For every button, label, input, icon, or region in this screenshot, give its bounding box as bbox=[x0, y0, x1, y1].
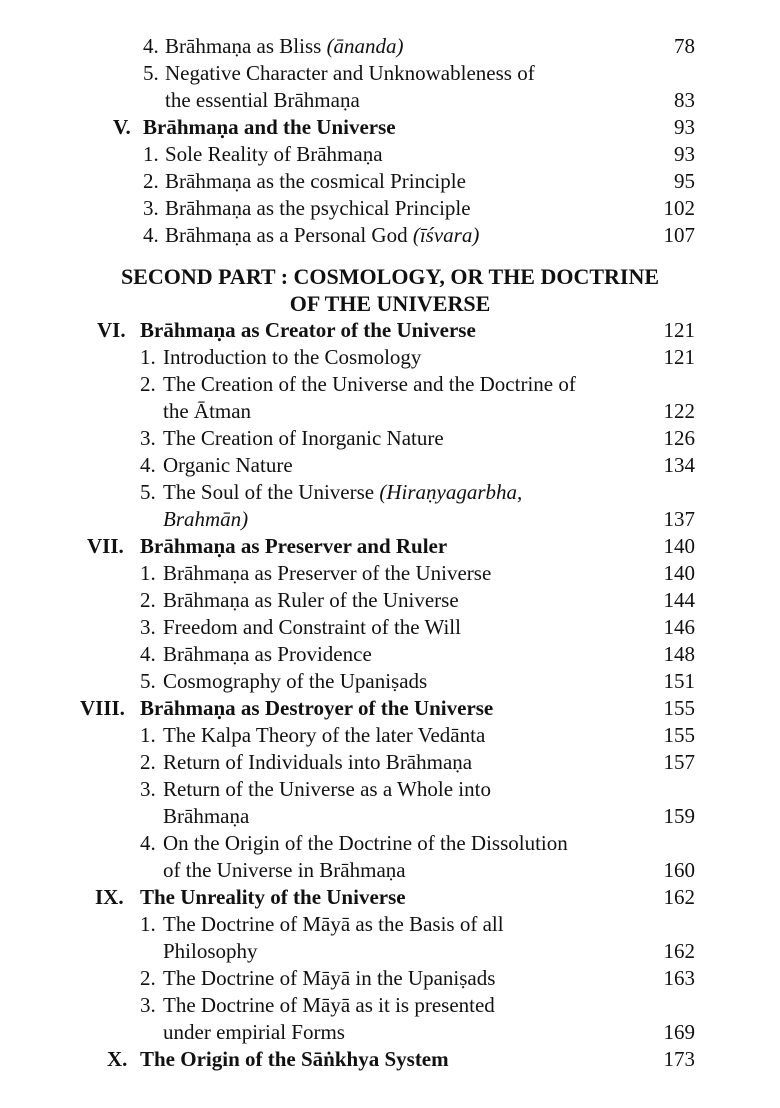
sanskrit-term: (ānanda) bbox=[326, 34, 404, 58]
entry-number: 5. bbox=[140, 480, 156, 504]
chapter-number: VIII. bbox=[80, 696, 125, 720]
entry-title: Return of the Universe as a Whole into bbox=[163, 777, 491, 801]
page-number: 102 bbox=[663, 196, 695, 220]
entry-number: 1. bbox=[140, 345, 156, 369]
entry-number: 3. bbox=[140, 993, 156, 1017]
toc-entry bbox=[0, 222, 780, 249]
chapter-number: VI. bbox=[97, 318, 126, 342]
sanskrit-term: (īśvara) bbox=[412, 223, 480, 247]
toc-entry bbox=[0, 425, 780, 452]
entry-title: Brāhmaṇa as the psychical Principle bbox=[165, 196, 471, 220]
page-number: 140 bbox=[663, 561, 695, 585]
toc-entry bbox=[0, 195, 780, 222]
entry-title: Cosmography of the Upaniṣads bbox=[163, 669, 428, 693]
entry-title: Freedom and Constraint of the Will bbox=[163, 615, 461, 639]
entry-title: Brāhmaṇa as a Personal God (īśvara) bbox=[165, 223, 480, 247]
entry-title: Brāhmaṇa bbox=[163, 804, 250, 828]
page-number: 157 bbox=[663, 750, 695, 774]
entry-title: The Creation of the Universe and the Doctrine of bbox=[163, 372, 576, 396]
entry-title: Return of Individuals into Brāhmaṇa bbox=[163, 750, 473, 774]
toc-entry bbox=[0, 33, 780, 60]
entry-number: 4. bbox=[143, 34, 159, 58]
toc-entry bbox=[0, 668, 780, 695]
entry-title: On the Origin of the Doctrine of the Dissolution bbox=[163, 831, 568, 855]
entry-title: The Doctrine of Māyā as the Basis of all bbox=[163, 912, 504, 936]
entry-title: The Doctrine of Māyā in the Upaniṣads bbox=[163, 966, 496, 990]
toc-entry-continued bbox=[0, 938, 780, 965]
page-number: 155 bbox=[663, 696, 695, 720]
page-number: 144 bbox=[663, 588, 695, 612]
toc-entry bbox=[0, 371, 780, 398]
page-number: 93 bbox=[674, 115, 695, 139]
toc-entry bbox=[0, 992, 780, 1019]
chapter-heading bbox=[0, 533, 780, 560]
entry-number: 2. bbox=[140, 750, 156, 774]
toc-entry bbox=[0, 614, 780, 641]
page-number: 162 bbox=[663, 939, 695, 963]
entry-number: 5. bbox=[143, 61, 159, 85]
entry-number: 3. bbox=[140, 426, 156, 450]
page-number: 122 bbox=[663, 399, 695, 423]
page-number: 121 bbox=[663, 318, 695, 342]
chapter-heading bbox=[0, 884, 780, 911]
entry-number: 5. bbox=[140, 669, 156, 693]
entry-number: 2. bbox=[140, 372, 156, 396]
page-number: 95 bbox=[674, 169, 695, 193]
page-number: 137 bbox=[663, 507, 695, 531]
sanskrit-term: (Hiraṇyagarbha, bbox=[379, 480, 523, 504]
entry-number: 1. bbox=[140, 912, 156, 936]
toc-entry-continued bbox=[0, 398, 780, 425]
sanskrit-term: Brahmān) bbox=[163, 507, 249, 531]
toc-entry bbox=[0, 60, 780, 87]
entry-number: 1. bbox=[140, 561, 156, 585]
toc-entry-continued bbox=[0, 506, 780, 533]
entry-number: 3. bbox=[140, 615, 156, 639]
toc-entry bbox=[0, 344, 780, 371]
page-number: 148 bbox=[663, 642, 695, 666]
entry-number: 2. bbox=[140, 588, 156, 612]
chapter-number: X. bbox=[107, 1047, 128, 1071]
entry-number: 2. bbox=[143, 169, 159, 193]
entry-title: the Ātman bbox=[163, 399, 252, 423]
chapter-heading bbox=[0, 114, 780, 141]
chapter-number: IX. bbox=[95, 885, 124, 909]
page-number: 155 bbox=[663, 723, 695, 747]
toc-entry bbox=[0, 168, 780, 195]
toc-entry bbox=[0, 141, 780, 168]
page-number: 78 bbox=[674, 34, 695, 58]
chapter-number: VII. bbox=[87, 534, 124, 558]
page-number: 173 bbox=[663, 1047, 695, 1071]
page-number: 151 bbox=[663, 669, 695, 693]
page-number: 93 bbox=[674, 142, 695, 166]
toc-entry bbox=[0, 965, 780, 992]
entry-title: Brāhmaṇa as Preserver of the Universe bbox=[163, 561, 492, 585]
chapter-heading bbox=[0, 1046, 780, 1073]
entry-title: Negative Character and Unknowableness of bbox=[165, 61, 535, 85]
chapter-title: Brāhmaṇa and the Universe bbox=[143, 115, 396, 139]
page-number: 163 bbox=[663, 966, 695, 990]
toc-entry bbox=[0, 776, 780, 803]
entry-title: Brāhmaṇa as Bliss (ānanda) bbox=[165, 34, 404, 58]
toc-entry-continued bbox=[0, 87, 780, 114]
entry-title: Organic Nature bbox=[163, 453, 293, 477]
entry-title: The Kalpa Theory of the later Vedānta bbox=[163, 723, 486, 747]
toc-entry-continued bbox=[0, 1019, 780, 1046]
chapter-heading bbox=[0, 317, 780, 344]
page-number: 140 bbox=[663, 534, 695, 558]
chapter-heading bbox=[0, 695, 780, 722]
chapter-title: Brāhmaṇa as Destroyer of the Universe bbox=[140, 696, 494, 720]
page-number: 159 bbox=[663, 804, 695, 828]
page-number: 162 bbox=[663, 885, 695, 909]
entry-title: of the Universe in Brāhmaṇa bbox=[163, 858, 406, 882]
page-number: 169 bbox=[663, 1020, 695, 1044]
entry-number: 1. bbox=[140, 723, 156, 747]
entry-number: 3. bbox=[143, 196, 159, 220]
entry-title: Brāhmaṇa as the cosmical Principle bbox=[165, 169, 466, 193]
chapter-title: Brāhmaṇa as Preserver and Ruler bbox=[140, 534, 448, 558]
page-number: 83 bbox=[674, 88, 695, 112]
entry-number: 4. bbox=[140, 831, 156, 855]
toc-entry bbox=[0, 830, 780, 857]
entry-number: 2. bbox=[140, 966, 156, 990]
entry-number: 3. bbox=[140, 777, 156, 801]
entry-title: the essential Brāhmaṇa bbox=[165, 88, 360, 112]
entry-title: Introduction to the Cosmology bbox=[163, 345, 422, 369]
page-number: 121 bbox=[663, 345, 695, 369]
entry-title: Brāhmaṇa as Ruler of the Universe bbox=[163, 588, 459, 612]
chapter-title: Brāhmaṇa as Creator of the Universe bbox=[140, 318, 476, 342]
entry-title: Brāhmaṇa as Providence bbox=[163, 642, 372, 666]
chapter-title: The Origin of the Sāṅkhya System bbox=[140, 1047, 449, 1071]
entry-number: 1. bbox=[143, 142, 159, 166]
entry-number: 4. bbox=[140, 642, 156, 666]
entry-title: Sole Reality of Brāhmaṇa bbox=[165, 142, 383, 166]
entry-title: The Doctrine of Māyā as it is presented bbox=[163, 993, 495, 1017]
entry-number: 4. bbox=[140, 453, 156, 477]
entry-title: The Creation of Inorganic Nature bbox=[163, 426, 444, 450]
toc-entry bbox=[0, 587, 780, 614]
page-number: 126 bbox=[663, 426, 695, 450]
toc-entry bbox=[0, 560, 780, 587]
toc-entry bbox=[0, 641, 780, 668]
entry-title: under empirial Forms bbox=[163, 1020, 345, 1044]
toc-entry bbox=[0, 722, 780, 749]
page-number: 160 bbox=[663, 858, 695, 882]
chapter-number: V. bbox=[113, 115, 131, 139]
page-number: 107 bbox=[663, 223, 695, 247]
entry-title: The Soul of the Universe (Hiraṇyagarbha, bbox=[163, 480, 523, 504]
toc-entry bbox=[0, 479, 780, 506]
part-heading: SECOND PART : COSMOLOGY, OR THE DOCTRINE bbox=[120, 264, 660, 289]
toc-entry bbox=[0, 452, 780, 479]
page-number: 134 bbox=[663, 453, 695, 477]
part-heading-continued: OF THE UNIVERSE bbox=[289, 291, 491, 316]
chapter-title: The Unreality of the Universe bbox=[140, 885, 406, 909]
page-number: 146 bbox=[663, 615, 695, 639]
toc-entry-continued bbox=[0, 803, 780, 830]
toc-entry bbox=[0, 749, 780, 776]
toc-entry bbox=[0, 911, 780, 938]
entry-number: 4. bbox=[143, 223, 159, 247]
entry-title: Philosophy bbox=[163, 939, 258, 963]
toc-entry-continued bbox=[0, 857, 780, 884]
